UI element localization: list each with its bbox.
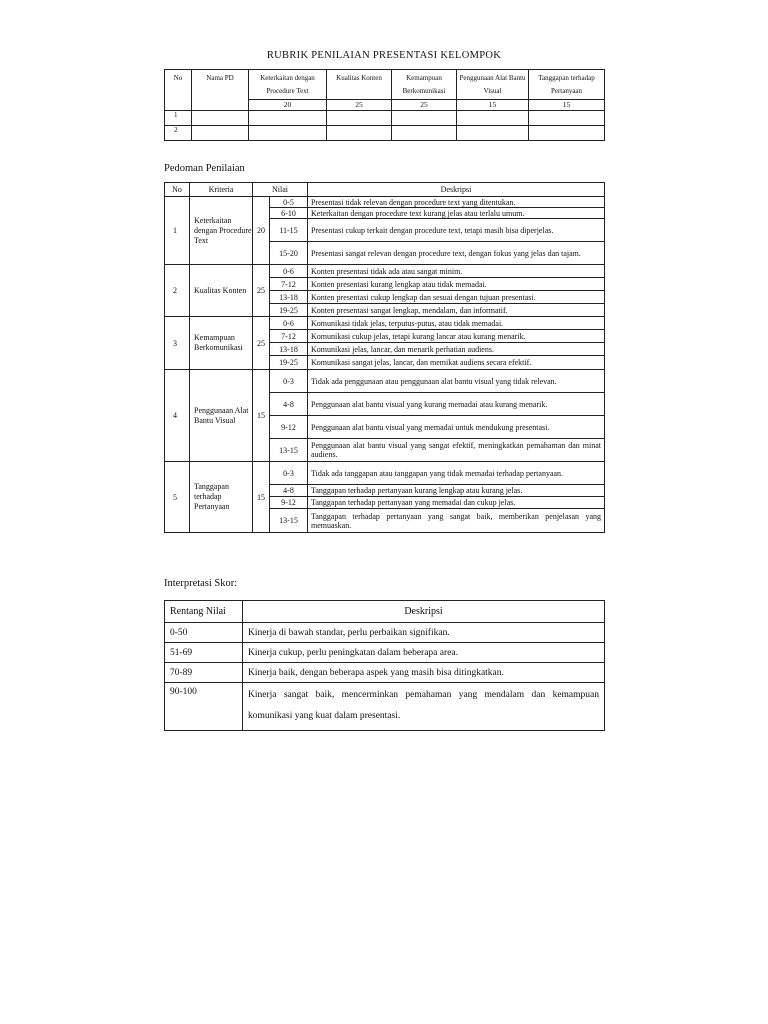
table-row — [165, 317, 605, 330]
score-description: Presentasi cukup terkait dengan procedure text, tetapi masih bisa diperjelas. — [308, 219, 605, 242]
score-range: 7-12 — [270, 278, 308, 291]
rubric-header-cell: No — [165, 70, 192, 111]
pedoman-header-row — [165, 183, 605, 197]
pedoman-header-cell: No — [165, 183, 190, 197]
pedoman-header-cell: Kriteria — [190, 183, 253, 197]
rubric-weight-cell: 15 — [457, 100, 529, 111]
interpretasi-table — [164, 600, 605, 731]
score-range: 9-12 — [270, 497, 308, 509]
rubric-cell-blank — [392, 111, 457, 126]
score-range: 4-8 — [270, 393, 308, 416]
score-range: 19-25 — [270, 304, 308, 317]
score-description: Penggunaan alat bantu visual yang memadai untuk mendukung presentasi. — [308, 416, 605, 439]
table-row — [165, 265, 605, 278]
score-range: 13-18 — [270, 291, 308, 304]
score-range: 13-15 — [270, 439, 308, 462]
score-range: 19-25 — [270, 356, 308, 370]
interpretasi-heading: Interpretasi Skor: — [164, 578, 238, 589]
rubric-cell-blank — [392, 126, 457, 141]
criterion-number: 1 — [165, 197, 190, 265]
rubric-cell-blank — [457, 111, 529, 126]
score-description: Konten presentasi kurang lengkap atau tidak memadai. — [308, 278, 605, 291]
criterion-name: Kualitas Konten — [190, 265, 253, 317]
criterion-name: Keterkaitan dengan Procedure Text — [190, 197, 253, 265]
score-range: 0-3 — [270, 370, 308, 393]
score-range: 7-12 — [270, 330, 308, 343]
score-range: 70-89 — [165, 663, 243, 683]
criterion-number: 3 — [165, 317, 190, 370]
score-range: 0-6 — [270, 317, 308, 330]
score-description: Komunikasi sangat jelas, lancar, dan memikat audiens secara efektif. — [308, 356, 605, 370]
score-description: Komunikasi jelas, lancar, dan menarik perhatian audiens. — [308, 343, 605, 356]
rubric-cell-blank — [249, 126, 327, 141]
table-row — [165, 663, 605, 683]
pedoman-table — [164, 182, 605, 533]
score-description: Tanggapan terhadap pertanyaan kurang lengkap atau kurang jelas. — [308, 485, 605, 497]
pedoman-heading: Pedoman Penilaian — [164, 163, 245, 174]
table-row — [165, 623, 605, 643]
interpretasi-header-cell: Deskripsi — [243, 601, 605, 623]
score-description: Tanggapan terhadap pertanyaan yang memadai dan cukup jelas. — [308, 497, 605, 509]
score-range: 0-3 — [270, 462, 308, 485]
rubric-cell-blank — [192, 111, 249, 126]
criterion-name: Kemampuan Berkomunikasi — [190, 317, 253, 370]
score-description: Keterkaitan dengan procedure text kurang jelas atau terlalu umum. — [308, 208, 605, 219]
table-row — [165, 462, 605, 485]
criterion-weight: 25 — [253, 317, 270, 370]
score-range: 51-69 — [165, 643, 243, 663]
table-row — [165, 111, 605, 126]
score-range: 13-18 — [270, 343, 308, 356]
interpretasi-header-row — [165, 601, 605, 623]
pedoman-header-cell: Deskripsi — [308, 183, 605, 197]
table-row — [165, 643, 605, 663]
rubric-weight-cell: 25 — [392, 100, 457, 111]
score-range: 13-15 — [270, 509, 308, 533]
rubric-cell-blank — [192, 126, 249, 141]
score-description: Presentasi sangat relevan dengan procedure text, dengan fokus yang jelas dan tajam. — [308, 242, 605, 265]
score-description: Kinerja baik, dengan beberapa aspek yang masih bisa ditingkatkan. — [243, 663, 605, 683]
rubric-header-row — [165, 70, 605, 100]
rubric-header-cell: Kemampuan Berkomunikasi — [392, 70, 457, 100]
rubric-header-cell: Tanggapan terhadap Pertanyaan — [529, 70, 605, 100]
score-range: 0-50 — [165, 623, 243, 643]
score-range: 6-10 — [270, 208, 308, 219]
score-range: 90-100 — [165, 683, 243, 731]
score-range: 0-5 — [270, 197, 308, 208]
criterion-name: Penggunaan Alat Bantu Visual — [190, 370, 253, 462]
criterion-number: 2 — [165, 265, 190, 317]
criterion-name: Tanggapan terhadap Pertanyaan — [190, 462, 253, 533]
score-range: 0-6 — [270, 265, 308, 278]
score-description: Tanggapan terhadap pertanyaan yang sangat baik, memberikan penjelasan yang memuaskan. — [308, 509, 605, 533]
score-range: 4-8 — [270, 485, 308, 497]
score-description: Komunikasi cukup jelas, tetapi kurang lancar atau kurang menarik. — [308, 330, 605, 343]
rubric-cell-blank — [529, 111, 605, 126]
rubric-cell-blank — [457, 126, 529, 141]
score-description: Komunikasi tidak jelas, terputus-putus, atau tidak memadai. — [308, 317, 605, 330]
criterion-weight: 15 — [253, 370, 270, 462]
score-description: Tidak ada penggunaan atau penggunaan alat bantu visual yang tidak relevan. — [308, 370, 605, 393]
score-range: 11-15 — [270, 219, 308, 242]
criterion-number: 5 — [165, 462, 190, 533]
rubric-weight-cell: 15 — [529, 100, 605, 111]
rubric-row-number: 1 — [165, 111, 192, 126]
document-title: RUBRIK PENILAIAN PRESENTASI KELOMPOK — [266, 50, 502, 61]
score-description: Kinerja cukup, perlu peningkatan dalam beberapa area. — [243, 643, 605, 663]
score-description: Konten presentasi tidak ada atau sangat minim. — [308, 265, 605, 278]
rubric-header-cell: Penggunaan Alat Bantu Visual — [457, 70, 529, 100]
criterion-number: 4 — [165, 370, 190, 462]
score-range: 15-20 — [270, 242, 308, 265]
score-description: Tidak ada tanggapan atau tanggapan yang tidak memadai terhadap pertanyaan. — [308, 462, 605, 485]
score-description: Penggunaan alat bantu visual yang sangat efektif, meningkatkan pemahaman dan minat audiens. — [308, 439, 605, 462]
pedoman-header-cell: Nilai — [253, 183, 308, 197]
score-description: Konten presentasi sangat lengkap, mendalam, dan informatif. — [308, 304, 605, 317]
score-description: Penggunaan alat bantu visual yang kurang memadai atau kurang menarik. — [308, 393, 605, 416]
score-description: Kinerja di bawah standar, perlu perbaikan signifikan. — [243, 623, 605, 643]
table-row — [165, 683, 605, 731]
rubric-header-cell: Keterkaitan dengan Procedure Text — [249, 70, 327, 100]
table-row — [165, 126, 605, 141]
criterion-weight: 20 — [253, 197, 270, 265]
rubric-header-cell: Kualitas Konten — [327, 70, 392, 100]
score-description: Konten presentasi cukup lengkap dan sesuai dengan tujuan presentasi. — [308, 291, 605, 304]
rubric-weight-cell: 20 — [249, 100, 327, 111]
criterion-weight: 25 — [253, 265, 270, 317]
rubric-row-number: 2 — [165, 126, 192, 141]
score-range: 9-12 — [270, 416, 308, 439]
table-row — [165, 197, 605, 208]
interpretasi-header-cell: Rentang Nilai — [165, 601, 243, 623]
score-description: Presentasi tidak relevan dengan procedure text yang ditentukan. — [308, 197, 605, 208]
table-row — [165, 370, 605, 393]
rubric-header-cell: Nama PD — [192, 70, 249, 111]
rubric-cell-blank — [249, 111, 327, 126]
rubric-cell-blank — [529, 126, 605, 141]
rubric-weight-cell: 25 — [327, 100, 392, 111]
rubric-cell-blank — [327, 126, 392, 141]
score-description: Kinerja sangat baik, mencerminkan pemahaman yang mendalam dan kemampuan komunikasi yang kuat dalam presentasi. — [243, 683, 605, 731]
criterion-weight: 15 — [253, 462, 270, 533]
rubric-cell-blank — [327, 111, 392, 126]
rubric-table — [164, 69, 605, 141]
